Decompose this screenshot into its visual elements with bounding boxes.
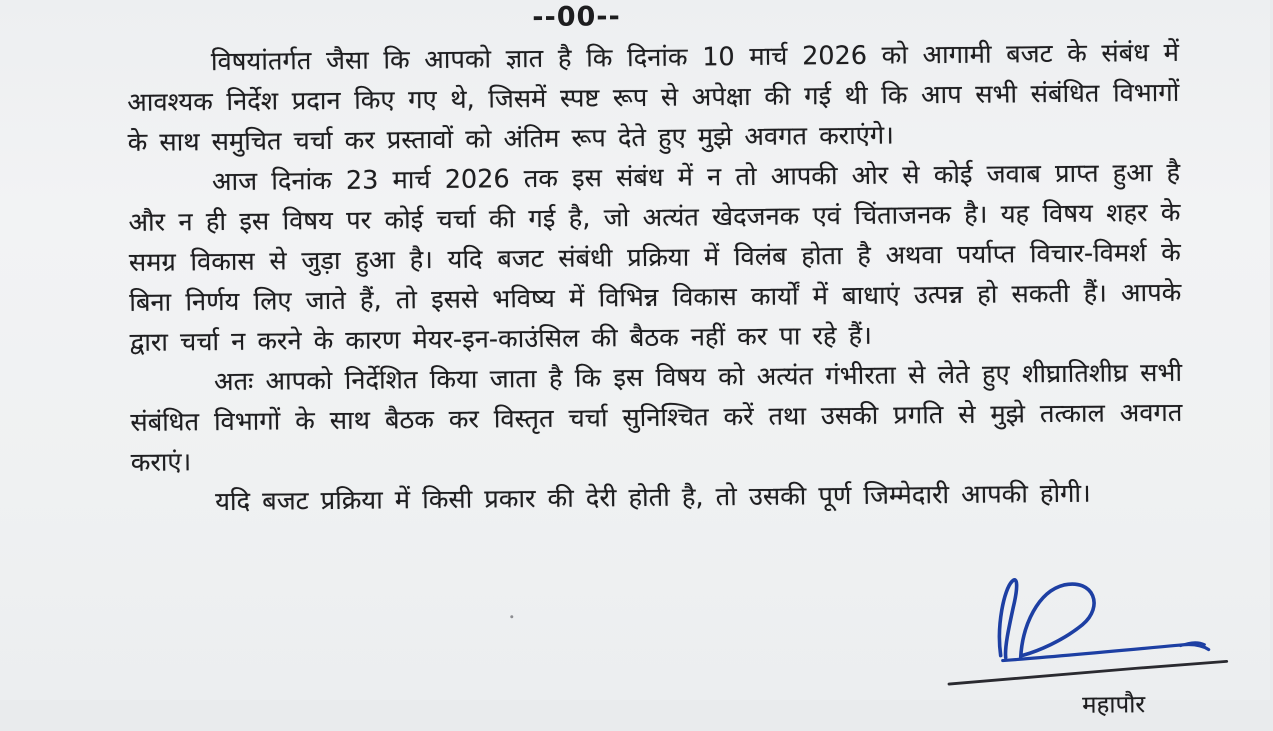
paragraph: विषयांतर्गत जैसा कि आपको ज्ञात है कि दिनांक 10 मार्च 2026 को आगामी बजट के संबंध में आवश्यक निर्देश प्रदान किए गए थे, जिसमें स्पष्ट रूप से अपेक्षा की गई थी कि आप सभी संबंधित विभागों के साथ समुचित चर्चा कर प्रस्तावों को अंतिम रूप देते हुए मुझे अवगत कराएंगे। [127, 37, 1180, 158]
paragraph: आज दिनांक 23 मार्च 2026 तक इस संबंध में न तो आपकी ओर से कोई जवाब प्राप्त हुआ है और न ही इस विषय पर कोई चर्चा की गई है, जो अत्यंत खेदजनक एवं चिंताजनक है। यह विषय शहर के समग्र विकास से जुड़ा हुआ है। यदि बजट संबंधी प्रक्रिया में विलंब होता है अथवा पर्याप्त विचार-विमर्श के बिना निर्णय लिए जाते हैं, तो इससे भविष्य में विभिन्न विकास कार्यों में बाधाएं उत्पन्न हो सकती हैं। आपके द्वारा चर्चा न करने के कारण मेयर-इन-काउंसिल की बैठक नहीं कर पा रहे हैं। [128, 157, 1182, 358]
letter-body [127, 33, 1184, 523]
signoff-title: महापौर [1082, 690, 1146, 719]
paragraph: यदि बजट प्रक्रिया में किसी प्रकार की देरी होती है, तो उसकी पूर्ण जिम्मेदारी आपकी होगी। [215, 478, 1091, 518]
signature-ink [942, 565, 1233, 688]
scan-speck [510, 615, 513, 618]
paragraph: अतः आपको निर्देशित किया जाता है कि इस विषय को अत्यंत गंभीरता से लेते हुए शीघ्रातिशीघ्र सभी संबंधित विभागों के साथ बैठक कर विस्तृत चर्चा सुनिश्चित करें तथा उसकी प्रगति से मुझे तत्काल अवगत कराएं। [130, 357, 1183, 478]
signature-block [932, 573, 1233, 719]
page-separator-mark: --00-- [532, 1, 621, 34]
